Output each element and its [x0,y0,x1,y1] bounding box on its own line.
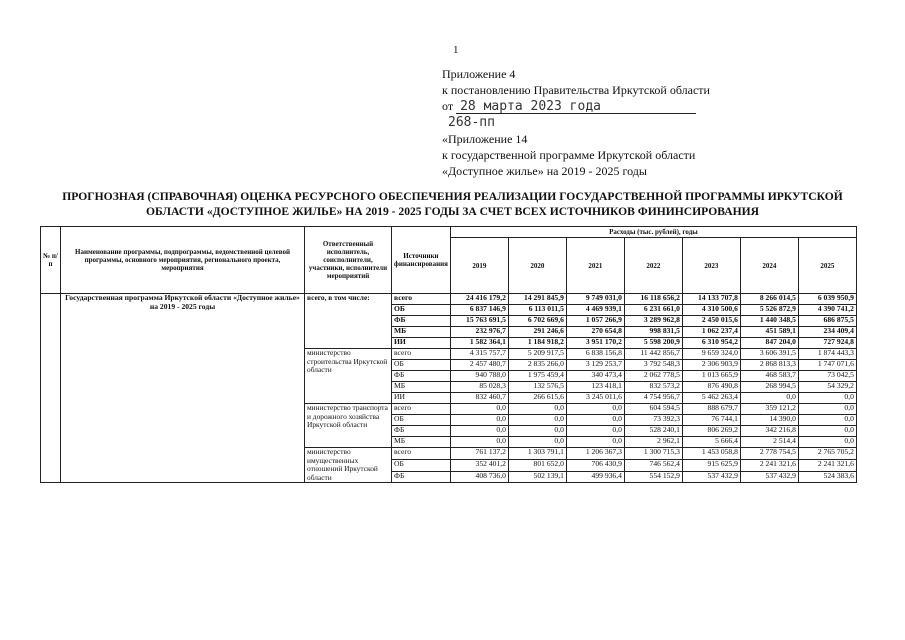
source-cell: ФБ [392,471,451,483]
source-cell: ОБ [392,415,451,426]
value-cell: 14 291 845,9 [508,294,566,305]
value-cell: 2 241 321,6 [740,459,798,471]
value-cell: 6 837 146,9 [450,305,508,316]
date-prefix: от [442,99,454,113]
value-cell: 234 409,4 [798,327,856,338]
appendix-line: к государственной программе Иркутской области [442,148,696,162]
col-header-year: 2022 [624,238,682,294]
value-cell: 537 432,9 [740,471,798,483]
value-cell: 6 702 669,6 [508,316,566,327]
row-number-cell [41,294,61,483]
value-cell: 468 583,7 [740,371,798,382]
appendix-line: Приложение 4 [442,67,516,81]
value-cell: 0,0 [798,415,856,426]
value-cell: 801 652,0 [508,459,566,471]
value-cell: 352 401,2 [450,459,508,471]
value-cell: 0,0 [798,426,856,437]
value-cell: 499 936,4 [566,471,624,483]
decree-date-handwritten: 28 марта 2023 года [456,100,696,114]
value-cell: 3 792 548,3 [624,360,682,371]
value-cell: 0,0 [450,426,508,437]
appendix-header [442,66,710,179]
value-cell: 266 615,6 [508,393,566,404]
value-cell: 123 418,1 [566,382,624,393]
value-cell: 888 679,7 [682,404,740,415]
source-cell: ФБ [392,426,451,437]
value-cell: 2 241 321,6 [798,459,856,471]
value-cell: 0,0 [508,426,566,437]
value-cell: 1 013 665,9 [682,371,740,382]
value-cell: 0,0 [508,437,566,448]
value-cell: 940 788,0 [450,371,508,382]
value-cell: 5 462 263,4 [682,393,740,404]
value-cell: 11 442 856,7 [624,349,682,360]
decree-number-handwritten: 268-пп [448,115,495,130]
value-cell: 0,0 [798,404,856,415]
value-cell: 1 747 071,6 [798,360,856,371]
value-cell: 8 266 014,5 [740,294,798,305]
value-cell: 340 473,4 [566,371,624,382]
responsible-cell: министерство строительства Иркутской области [305,349,392,404]
value-cell: 9 659 324,0 [682,349,740,360]
value-cell: 270 654,8 [566,327,624,338]
value-cell: 1 206 367,3 [566,448,624,460]
col-header-responsible: Ответственный исполнитель, соисполнители, участники, исполнители мероприятий [305,227,392,294]
value-cell: 3 289 962,8 [624,316,682,327]
decree-date-line [442,98,710,114]
value-cell: 6 838 156,8 [566,349,624,360]
value-cell: 342 216,8 [740,426,798,437]
title-line-2: ОБЛАСТИ «ДОСТУПНОЕ ЖИЛЬЕ» НА 2019 - 2025 ГОДЫ ЗА СЧЕТ ВСЕХ ИСТОЧНИКОВ ФИНИНСИРОВАНИЯ [145,205,759,218]
value-cell: 24 416 179,2 [450,294,508,305]
value-cell: 746 562,4 [624,459,682,471]
source-cell: ОБ [392,459,451,471]
value-cell: 2 450 015,6 [682,316,740,327]
value-cell: 832 573,2 [624,382,682,393]
appendix-line: «Доступное жилье» на 2019 - 2025 годы [442,164,647,178]
value-cell: 6 231 661,0 [624,305,682,316]
value-cell: 0,0 [450,415,508,426]
value-cell: 998 831,5 [624,327,682,338]
responsible-cell: всего, в том числе: [305,294,392,349]
value-cell: 706 430,9 [566,459,624,471]
value-cell: 76 744,1 [682,415,740,426]
source-cell: ИИ [392,338,451,349]
col-header-source: Источники финансирования [392,227,451,294]
value-cell: 14 390,0 [740,415,798,426]
value-cell: 15 763 691,5 [450,316,508,327]
col-header-year: 2019 [450,238,508,294]
value-cell: 2 457 480,7 [450,360,508,371]
responsible-cell: министерство транспорта и дорожного хозяйства Иркутской области [305,404,392,448]
value-cell: 4 390 741,2 [798,305,856,316]
decree-number-line [442,114,710,131]
value-cell: 4 469 939,1 [566,305,624,316]
value-cell: 604 594,5 [624,404,682,415]
value-cell: 502 139,1 [508,471,566,483]
value-cell: 4 310 500,6 [682,305,740,316]
col-header-name: Наименование программы, подпрограммы, ведомственной целевой программы, основного мероприятия, регионального проекта, мероприятия [61,227,305,294]
value-cell: 5 526 872,9 [740,305,798,316]
value-cell: 1 440 348,5 [740,316,798,327]
source-cell: ИИ [392,393,451,404]
value-cell: 528 240,1 [624,426,682,437]
value-cell: 5 666,4 [682,437,740,448]
responsible-cell: министерство имущественных отношений Иркутской области [305,448,392,483]
value-cell: 14 133 707,8 [682,294,740,305]
value-cell: 1 062 237,4 [682,327,740,338]
value-cell: 761 137,2 [450,448,508,460]
col-header-num: № п/п [41,227,61,294]
financing-table-body [41,294,857,483]
value-cell: 1 303 791,1 [508,448,566,460]
program-name-cell: Государственная программа Иркутской области «Доступное жилье» на 2019 - 2025 годы [61,294,305,483]
value-cell: 408 736,0 [450,471,508,483]
value-cell: 6 113 011,5 [508,305,566,316]
value-cell: 4 754 956,7 [624,393,682,404]
value-cell: 5 209 917,5 [508,349,566,360]
page-number: 1 [453,44,459,56]
col-header-expenses: Расходы (тыс. рублей), годы [450,227,856,238]
value-cell: 3 606 391,5 [740,349,798,360]
value-cell: 85 028,3 [450,382,508,393]
value-cell: 4 315 757,7 [450,349,508,360]
value-cell: 1 057 266,9 [566,316,624,327]
value-cell: 524 383,6 [798,471,856,483]
financing-table [40,226,857,483]
value-cell: 132 576,5 [508,382,566,393]
value-cell: 3 245 011,6 [566,393,624,404]
value-cell: 232 976,7 [450,327,508,338]
value-cell: 1 874 443,3 [798,349,856,360]
col-header-year: 2025 [798,238,856,294]
value-cell: 54 329,2 [798,382,856,393]
value-cell: 2 765 705,2 [798,448,856,460]
col-header-year: 2024 [740,238,798,294]
value-cell: 291 246,6 [508,327,566,338]
source-cell: МБ [392,327,451,338]
value-cell: 0,0 [566,415,624,426]
value-cell: 0,0 [740,393,798,404]
document-title [20,189,885,219]
value-cell: 806 269,2 [682,426,740,437]
col-header-year: 2021 [566,238,624,294]
value-cell: 1 975 459,4 [508,371,566,382]
value-cell: 847 204,0 [740,338,798,349]
source-cell: ОБ [392,360,451,371]
value-cell: 0,0 [566,404,624,415]
value-cell: 16 118 656,2 [624,294,682,305]
value-cell: 686 875,5 [798,316,856,327]
value-cell: 0,0 [450,404,508,415]
value-cell: 1 184 918,2 [508,338,566,349]
value-cell: 359 121,2 [740,404,798,415]
value-cell: 0,0 [508,404,566,415]
source-cell: МБ [392,382,451,393]
value-cell: 9 749 031,0 [566,294,624,305]
value-cell: 2 778 754,5 [740,448,798,460]
value-cell: 3 129 253,7 [566,360,624,371]
value-cell: 0,0 [566,426,624,437]
value-cell: 2 062 778,5 [624,371,682,382]
value-cell: 832 460,7 [450,393,508,404]
source-cell: всего [392,448,451,460]
value-cell: 0,0 [798,437,856,448]
table-row [41,294,857,305]
appendix-line: «Приложение 14 [442,132,528,146]
title-line-1: ПРОГНОЗНАЯ (СПРАВОЧНАЯ) ОЦЕНКА РЕСУРСНОГО ОБЕСПЕЧЕНИЯ РЕАЛИЗАЦИИ ГОСУДАРСТВЕННОЙ ПРОГРАММЫ ИРКУТСКОЙ [62,190,843,203]
col-header-year: 2020 [508,238,566,294]
value-cell: 2 514,4 [740,437,798,448]
value-cell: 2 962,1 [624,437,682,448]
value-cell: 73 392,3 [624,415,682,426]
value-cell: 451 589,1 [740,327,798,338]
value-cell: 876 490,8 [682,382,740,393]
value-cell: 73 042,5 [798,371,856,382]
source-cell: всего [392,294,451,305]
value-cell: 0,0 [798,393,856,404]
value-cell: 1 453 058,8 [682,448,740,460]
source-cell: всего [392,404,451,415]
value-cell: 727 924,8 [798,338,856,349]
source-cell: ФБ [392,371,451,382]
value-cell: 6 310 954,2 [682,338,740,349]
col-header-year: 2023 [682,238,740,294]
value-cell: 0,0 [566,437,624,448]
value-cell: 915 625,9 [682,459,740,471]
value-cell: 1 582 364,1 [450,338,508,349]
value-cell: 268 994,5 [740,382,798,393]
source-cell: всего [392,349,451,360]
table-header-row [41,227,857,238]
value-cell: 2 868 813,3 [740,360,798,371]
appendix-line: к постановлению Правительства Иркутской области [442,83,710,97]
value-cell: 0,0 [508,415,566,426]
value-cell: 6 039 950,9 [798,294,856,305]
source-cell: МБ [392,437,451,448]
value-cell: 3 951 170,2 [566,338,624,349]
value-cell: 0,0 [450,437,508,448]
value-cell: 537 432,9 [682,471,740,483]
value-cell: 1 300 715,3 [624,448,682,460]
value-cell: 2 835 266,0 [508,360,566,371]
financing-table-wrapper [40,226,857,483]
source-cell: ОБ [392,305,451,316]
value-cell: 2 306 903,9 [682,360,740,371]
source-cell: ФБ [392,316,451,327]
value-cell: 554 152,9 [624,471,682,483]
value-cell: 5 598 200,9 [624,338,682,349]
